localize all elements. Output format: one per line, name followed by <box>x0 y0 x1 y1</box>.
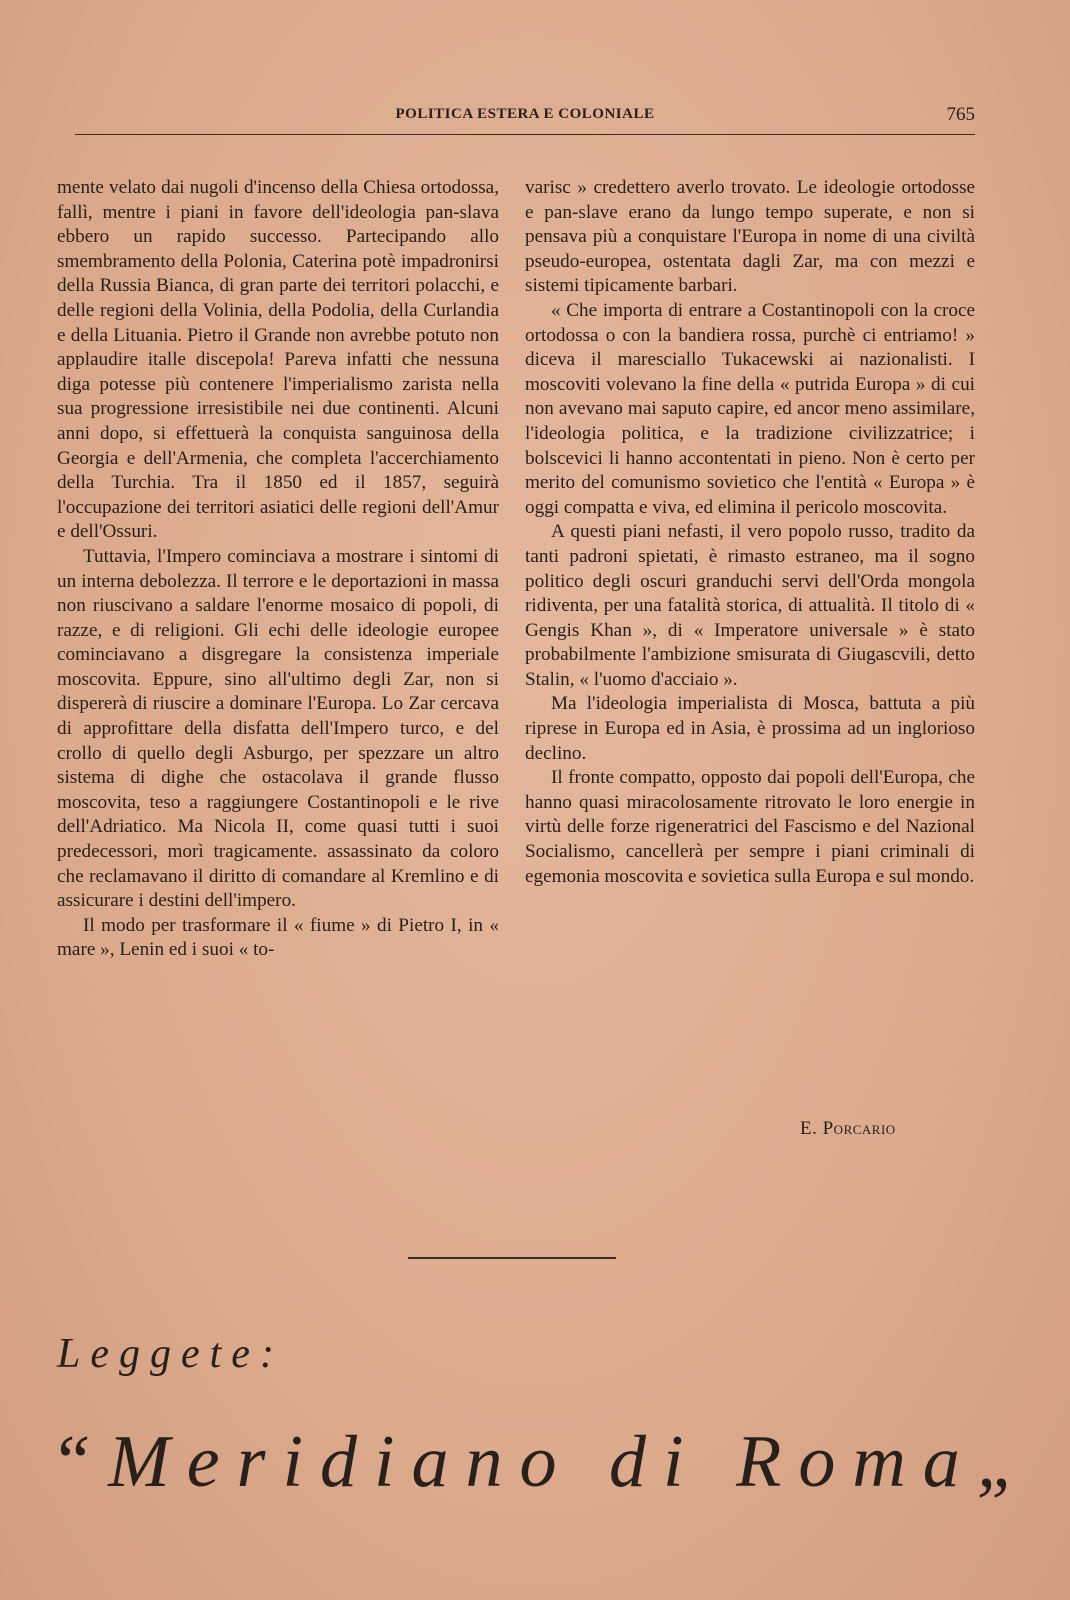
advert-intro: Leggete: <box>57 1331 284 1377</box>
running-header <box>75 104 975 135</box>
paragraph: « Che importa di entrare a Costantinopoli con la croce ortodossa o con la bandiera rossa, purchè ci entriamo! » diceva il maresciallo Tukacewski ai nazionalisti. I moscoviti volevano la fine della « putrida Europa » di cui non avevano mai saputo capire, ed ancor meno assimilare, l'ideologia politica, e la tradizione civilizzatrice; i bolscevici li hanno accontentati in pieno. Non è certo per merito del comunismo sovietico che l'entità « Europa » è oggi compatta e viva, ed elimina il pericolo moscovita. <box>525 299 975 518</box>
right-column <box>525 176 975 889</box>
left-column <box>57 176 499 963</box>
author-initial: E. <box>800 1118 818 1139</box>
paragraph: Tuttavia, l'Impero cominciava a mostrare i sintomi di un interna debolezza. Il terrore e le deportazioni in massa non riuscivano a saldare l'enorme mosaico di popoli, di razze, e di religioni. Gli echi delle ideologie europee cominciavano a disgregare la consistenza imperiale moscovita. Eppure, sino all'ultimo degli Zar, non si dispererà di riuscire a dominare l'Europa. Lo Zar cercava di approfittare della disfatta dell'Impero turco, e del crollo di quello degli Asburgo, per spezzare un altro sistema di dighe che ostacolava il grande flusso moscovita, teso a raggiungere Costantinopoli e le rive dell'Adriatico. Ma Nicola II, come quasi tutti i suoi predecessori, morì tragicamente. assassinato da coloro che reclamavano il diritto di comandare al Kremlino e di assicurare i destini dell'impero. <box>57 545 499 912</box>
author-surname: Porcario <box>822 1118 896 1139</box>
author-signature <box>800 1118 896 1140</box>
paragraph: Il fronte compatto, opposto dai popoli dell'Europa, che hanno quasi miracolosamente ritrovato le loro energie in virtù delle forze rigeneratrici del Fascismo e del Nazional Socialismo, cancellerà per sempre i piani criminali di egemonia moscovita e sovietica sulla Europa e sul mondo. <box>525 767 975 887</box>
paragraph: varisc » credettero averlo trovato. Le ideologie ortodosse e pan-slave erano da lungo tempo superate, e non si pensava più a conquistare l'Europa in nome di una civiltà pseudo-europea, ostentata dagli Zar, ma con mezzi e sistemi tipicamente barbari. <box>525 177 975 297</box>
page-number: 765 <box>946 104 975 125</box>
paragraph: A questi piani nefasti, il vero popolo russo, tradito da tanti padroni spietati, è rimasto estraneo, ma il sogno politico degli oscuri granduchi servi dell'Orda mongola ridiventa, per una fatalità storica, di attualità. Il titolo di « Gengis Khan », di « Imperatore universale » è stato probabilmente l'ambizione smisurata di Giugascvili, detto Stalin, « l'uomo d'acciaio ». <box>525 521 975 690</box>
paragraph: Ma l'ideologia imperialista di Mosca, battuta a più riprese in Europa ed in Asia, è prossima ad un inglorioso declino. <box>525 693 975 764</box>
paragraph: mente velato dai nugoli d'incenso della Chiesa ortodossa, fallì, mentre i piani in favore dell'ideologia pan-slava ebbero un rapido successo. Partecipando allo smembramento della Polonia, Caterina potè impadronirsi della Russia Bianca, di gran parte dei territori polacchi, e delle regioni della Volinia, della Podolia, della Curlandia e della Lituania. Pietro il Grande non avrebbe potuto non applaudire italle discepola! Pareva infatti che nessuna diga potesse più contenere l'imperialismo zarista nella sua progressione irresistibile nei due continenti. Alcuni anni dopo, si effettuerà la conquista sanguinosa della Georgia e dell'Armenia, che completa l'accerchiamento della Turchia. Tra il 1850 ed il 1857, seguirà l'occupazione dei territori asiatici delle regioni dell'Amur e dell'Ossuri. <box>57 177 499 543</box>
running-title: POLITICA ESTERA E COLONIALE <box>395 106 655 122</box>
section-divider <box>408 1257 616 1259</box>
paragraph: Il modo per trasformare il « fiume » di Pietro I, in « mare », Lenin ed i suoi « to- <box>57 914 499 961</box>
advert-title: “Meridiano di Roma„ <box>50 1421 1035 1503</box>
